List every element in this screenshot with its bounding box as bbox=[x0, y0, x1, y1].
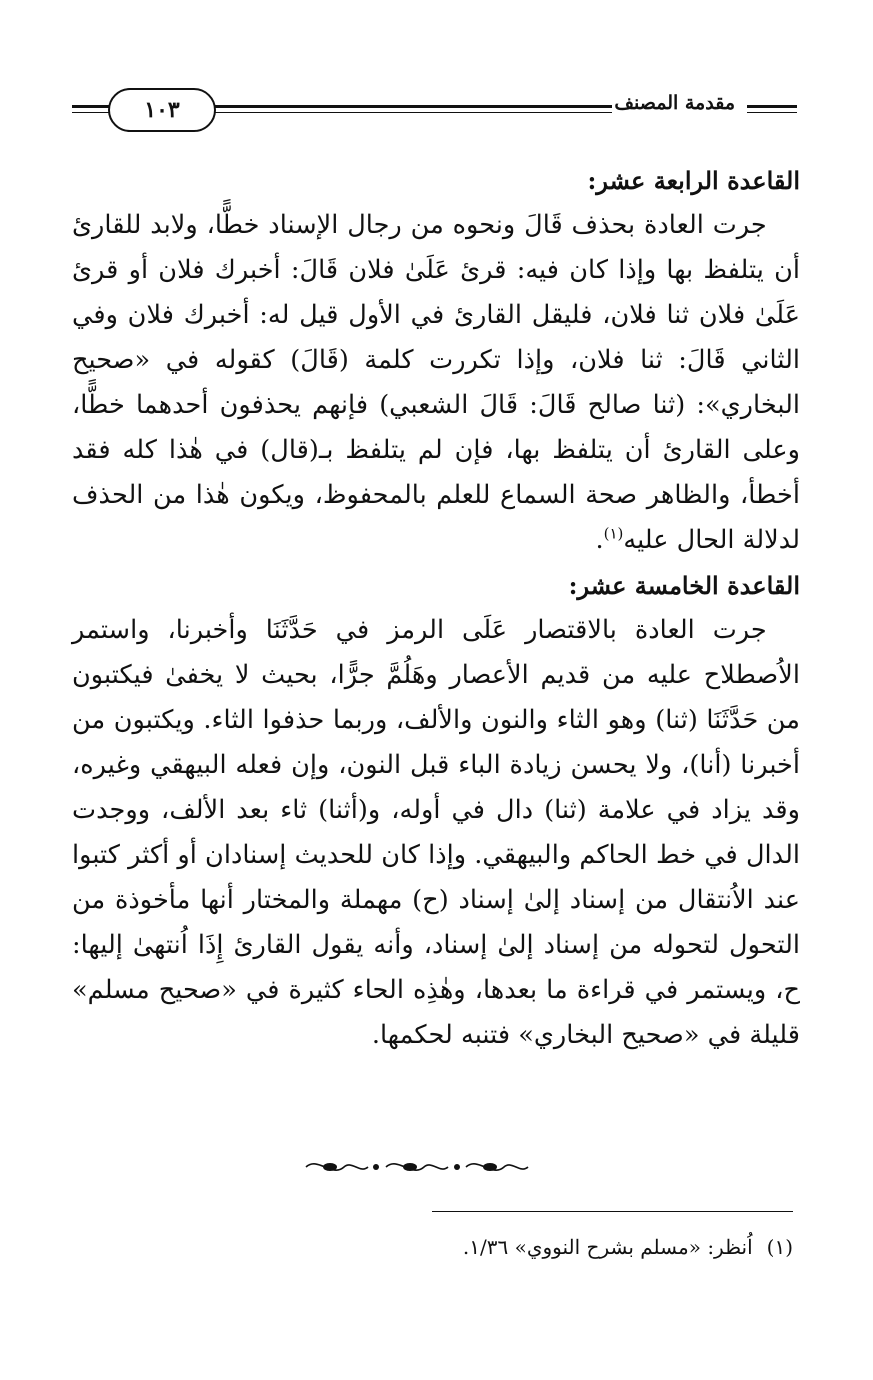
main-text bbox=[72, 158, 800, 1058]
header-rule-left bbox=[72, 105, 112, 108]
page-header bbox=[72, 88, 797, 132]
footnote-separator bbox=[432, 1211, 793, 1212]
header-rule-middle-thin bbox=[202, 112, 612, 113]
footnote-marker: (١) bbox=[603, 524, 624, 543]
section-end-ornament bbox=[300, 1154, 535, 1180]
paragraph-text: جرت العادة بحذف قَالَ ونحوه من رجال الإسناد خطًّا، ولابد للقارئ أن يتلفظ بها وإذا كان فيه: قرئ عَلَىٰ فلان قَالَ: أخبرك فلان أو قرئ عَلَىٰ فلان ثنا فلان، فليقل القارئ في الأول قيل له: أخبرك فلان وفي الثاني قَالَ: ثنا فلان، وإذا تكررت كلمة (قَالَ) كقوله في «صحيح البخاري»: (ثنا صالح قَالَ: قَالَ الشعبي) فإنهم يحذفون أحدهما خطًّا، وعلى القارئ أن يتلفظ بها، فإن لم يتلفظ بـ(قال) في هٰذا كله فقد أخطأ، والظاهر صحة السماع للعلم بالمحفوظ، ويكون هٰذا من الحذف لدلالة الحال عليه bbox=[72, 210, 800, 555]
section-paragraph: جرت العادة بحذف قَالَ ونحوه من رجال الإسناد خطًّا، ولابد للقارئ أن يتلفظ بها وإذا كان فيه: قرئ عَلَىٰ فلان قَالَ: أخبرك فلان أو قرئ عَلَىٰ فلان ثنا فلان، فليقل القارئ في الأول قيل له: أخبرك فلان وفي الثاني قَالَ: ثنا فلان، وإذا تكررت كلمة (قَالَ) كقوله في «صحيح البخاري»: (ثنا صالح قَالَ: قَالَ الشعبي) فإنهم يحذفون أحدهما خطًّا، وعلى القارئ أن يتلفظ بها، فإن لم يتلفظ بـ(قال) في هٰذا كله فقد أخطأ، والظاهر صحة السماع للعلم بالمحفوظ، ويكون هٰذا من الحذف لدلالة الحال عليه$^{(١)}$. bbox=[72, 210, 800, 555]
section-heading: القاعدة الرابعة عشر: bbox=[587, 166, 800, 195]
page-number: ١٠٣ bbox=[108, 88, 216, 132]
footnote bbox=[93, 1232, 793, 1262]
header-rule-right bbox=[747, 105, 797, 108]
section-paragraph bbox=[72, 608, 800, 1058]
footnote-number: (١) bbox=[766, 1235, 793, 1259]
header-rule-left-thin bbox=[72, 112, 112, 113]
section-heading: القاعدة الخامسة عشر: bbox=[568, 571, 800, 600]
header-rule-right-thin bbox=[747, 112, 797, 113]
footnote-text: اُنظر: «مسلم بشرح النووي» ١/٣٦. bbox=[462, 1235, 753, 1259]
paragraph-text: جرت العادة بالاقتصار عَلَى الرمز في حَدَّثَنَا وأخبرنا، واستمر الاُصطلاح عليه من قديم الأعصار وهَلُمَّ جرًّا، بحيث لا يخفىٰ فيكتبون من حَدَّثَنَا (ثنا) وهو الثاء والنون والألف، وربما حذفوا الثاء. ويكتبون من أخبرنا (أنا)، ولا يحسن زيادة الباء قبل النون، وإن فعله البيهقي وغيره، وقد يزاد في علامة (ثنا) دال في أوله، و(أثنا) ثاء بعد الألف، ووجدت الدال في خط الحاكم والبيهقي. وإذا كان للحديث إسنادان أو أكثر كتبوا عند الاُنتقال من إسناد إلىٰ إسناد (ح) مهملة والمختار أنها مأخوذة من التحول لتحوله من إسناد إلىٰ إسناد، وأنه يقول القارئ إِذَا اُنتهىٰ إليها: ح، ويستمر في قراءة ما بعدها، وهٰذِه الحاء كثيرة في «صحيح مسلم» قليلة في «صحيح البخاري» فتنبه لحكمها. bbox=[72, 615, 800, 1050]
header-rule-middle bbox=[202, 105, 612, 108]
chapter-title: مقدمة المصنف bbox=[614, 92, 735, 114]
